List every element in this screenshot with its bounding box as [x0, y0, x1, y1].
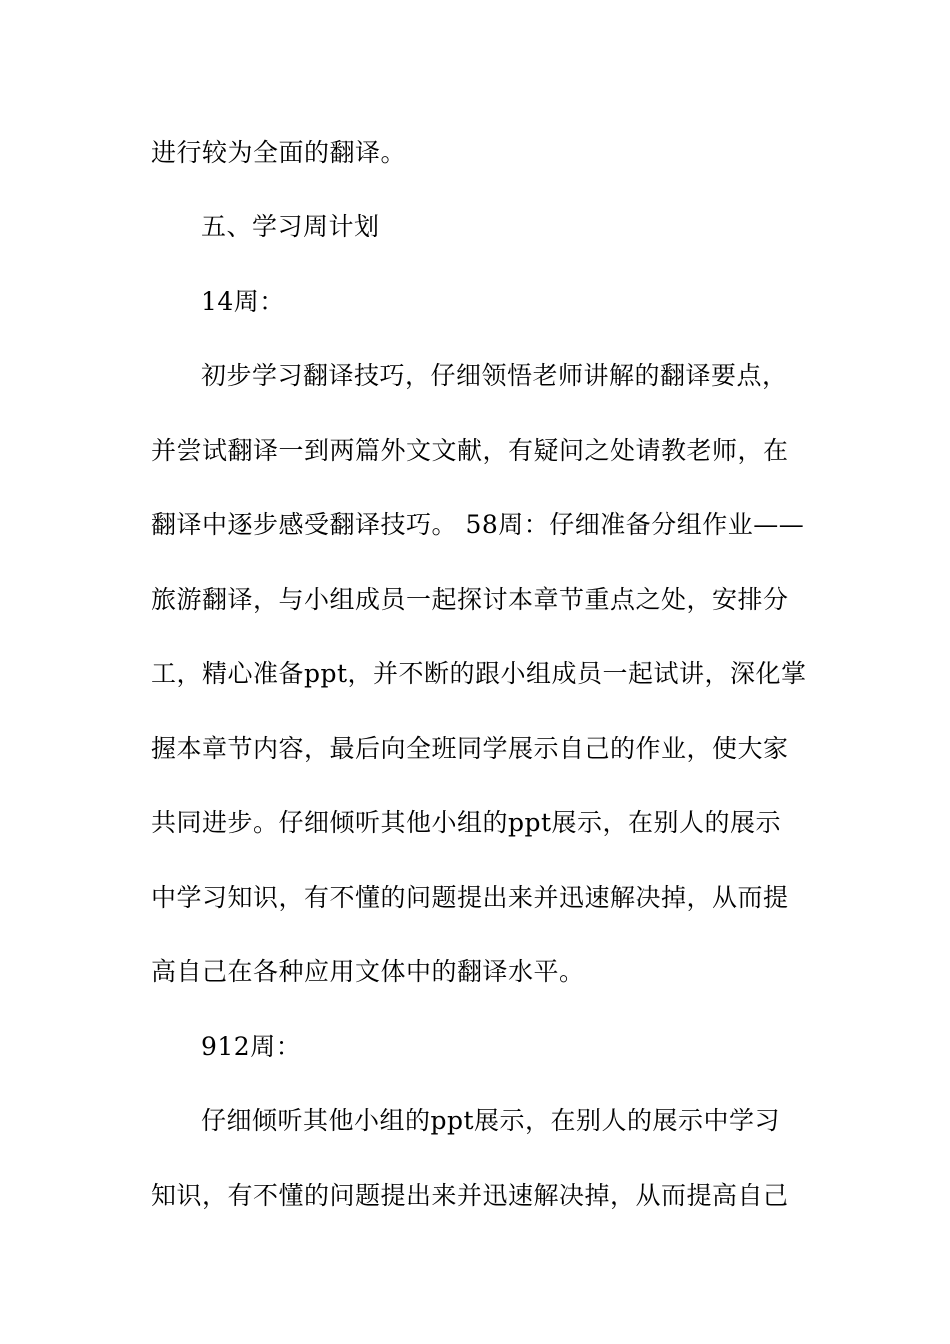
paragraph-line: 共同进步。仔细倾听其他小组的ppt展示，在别人的展示: [151, 808, 782, 837]
paragraph-line: 高自己在各种应用文体中的翻译水平。: [151, 957, 585, 986]
paragraph-line: 并尝试翻译一到两篇外文文献，有疑问之处请教老师，在: [151, 436, 789, 465]
paragraph-line: 初步学习翻译技巧，仔细领悟老师讲解的翻译要点，: [201, 361, 788, 390]
week-heading: 912周：: [201, 1032, 302, 1061]
paragraph-line: 翻译中逐步感受翻译技巧。 58周：仔细准备分组作业——: [151, 510, 805, 539]
paragraph-line: 进行较为全面的翻译。: [151, 138, 407, 167]
week-heading: 14周：: [201, 287, 285, 316]
paragraph-line: 仔细倾听其他小组的ppt展示，在别人的展示中学习: [201, 1106, 781, 1135]
section-heading: 五、学习周计划: [201, 212, 380, 241]
paragraph-line: 知识，有不懂的问题提出来并迅速解决掉，从而提高自己: [151, 1181, 789, 1210]
paragraph-line: 旅游翻译，与小组成员一起探讨本章节重点之处，安排分: [151, 585, 789, 614]
paragraph-line: 握本章节内容，最后向全班同学展示自己的作业，使大家: [151, 734, 789, 763]
paragraph-line: 中学习知识，有不懂的问题提出来并迅速解决掉，从而提: [151, 883, 789, 912]
paragraph-line: 工，精心准备ppt，并不断的跟小组成员一起试讲，深化掌: [151, 659, 807, 688]
